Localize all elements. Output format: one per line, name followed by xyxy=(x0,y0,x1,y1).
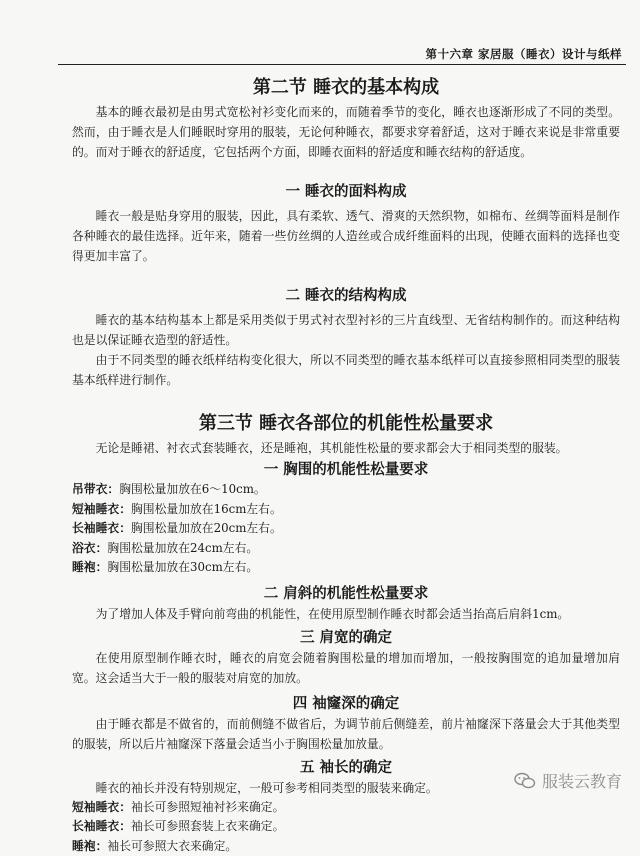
subsection-bust-title: 一 胸围的机能性松量要求 xyxy=(72,460,620,480)
subsection-shoulder-width-title: 三 肩宽的确定 xyxy=(72,628,620,648)
subsection-sleeve-text: 睡衣的袖长并没有特别规定，一般可参考相同类型的服装来确定。 xyxy=(72,778,620,798)
subsection-shoulder-width-text: 在使用原型制作睡衣时，睡衣的肩宽会随着胸围松量的增加而增加，一般按胸围宽的追加量增加肩宽。这会适当大于一般的服装对肩宽的加放。 xyxy=(72,648,620,688)
watermark xyxy=(514,769,622,792)
list-item: 浴衣：胸围松量加放在24cm左右。 xyxy=(72,539,620,559)
section-2-intro: 基本的睡衣最初是由男式宽松衬衫变化而来的，而随着季节的变化，睡衣也逐渐形成了不同的类型。然而，由于睡衣是人们睡眠时穿用的服装，无论何种睡衣，都要求穿着舒适，这对于睡衣来说是非常重要的。而对于睡衣的舒适度，它包括两个方面，即睡衣面料的舒适度和睡衣结构的舒适度。 xyxy=(72,102,620,162)
header-rule xyxy=(58,64,626,65)
subsection-sleeve-title: 五 袖长的确定 xyxy=(72,758,620,778)
subsection-fabric-text: 睡衣一般是贴身穿用的服装，因此，具有柔软、透气、滑爽的天然织物，如棉布、丝绸等面料是制作各种睡衣的最佳选择。近年来，随着一些仿丝绸的人造丝或合成纤维面料的出现，使睡衣面料的选择也变得更加丰富了。 xyxy=(72,206,620,266)
content xyxy=(72,72,620,856)
section-3-intro: 无论是睡裙、衬衣式套装睡衣，还是睡袍，其机能性松量的要求都会大于相同类型的服装。 xyxy=(72,438,620,458)
list-item: 短袖睡衣：袖长可参照短袖衬衫来确定。 xyxy=(72,798,620,818)
sleeve-length-list xyxy=(72,798,620,856)
list-item: 长袖睡衣：胸围松量加放在20cm左右。 xyxy=(72,519,620,539)
subsection-shoulder-slope-title: 二 肩斜的机能性松量要求 xyxy=(72,584,620,604)
subsection-armhole-text: 由于睡衣都是不做省的，而前侧缝不做省后，为调节前后侧缝差，前片袖窿深下落量会大于其他类型的服装，所以后片袖窿深下落量会适当小于胸围松量加放量。 xyxy=(72,714,620,754)
bust-ease-list xyxy=(72,480,620,578)
subsection-shoulder-slope-text: 为了增加人体及手臂向前弯曲的机能性，在使用原型制作睡衣时都会适当抬高后肩斜1cm。 xyxy=(72,604,620,624)
subsection-structure-text-2: 由于不同类型的睡衣纸样结构变化很大，所以不同类型的睡衣基本纸样可以直接参照相同类型的服装基本纸样进行制作。 xyxy=(72,350,620,390)
section-title-3: 第三节 睡衣各部位的机能性松量要求 xyxy=(72,412,620,436)
subsection-structure-text-1: 睡衣的基本结构基本上都是采用类似于男式衬衣型衬衫的三片直线型、无省结构制作的。而这种结构也是以保证睡衣造型的舒适性。 xyxy=(72,310,620,350)
wechat-icon xyxy=(514,772,536,790)
section-title-2: 第二节 睡衣的基本构成 xyxy=(72,76,620,100)
list-item: 睡袍：袖长可参照大衣来确定。 xyxy=(72,837,620,856)
watermark-text: 服装云教育 xyxy=(542,769,622,792)
list-item: 睡袍：胸围松量加放在30cm左右。 xyxy=(72,558,620,578)
list-item: 短袖睡衣：胸围松量加放在16cm左右。 xyxy=(72,500,620,520)
subsection-armhole-title: 四 袖窿深的确定 xyxy=(72,694,620,714)
subsection-fabric-title: 一 睡衣的面料构成 xyxy=(72,182,620,202)
running-header: 第十六章 家居服（睡衣）设计与纸样 xyxy=(425,46,622,62)
subsection-structure-title: 二 睡衣的结构构成 xyxy=(72,286,620,306)
list-item: 吊带衣：胸围松量加放在6～10cm。 xyxy=(72,480,620,500)
list-item: 长袖睡衣：袖长可参照套装上衣来确定。 xyxy=(72,817,620,837)
